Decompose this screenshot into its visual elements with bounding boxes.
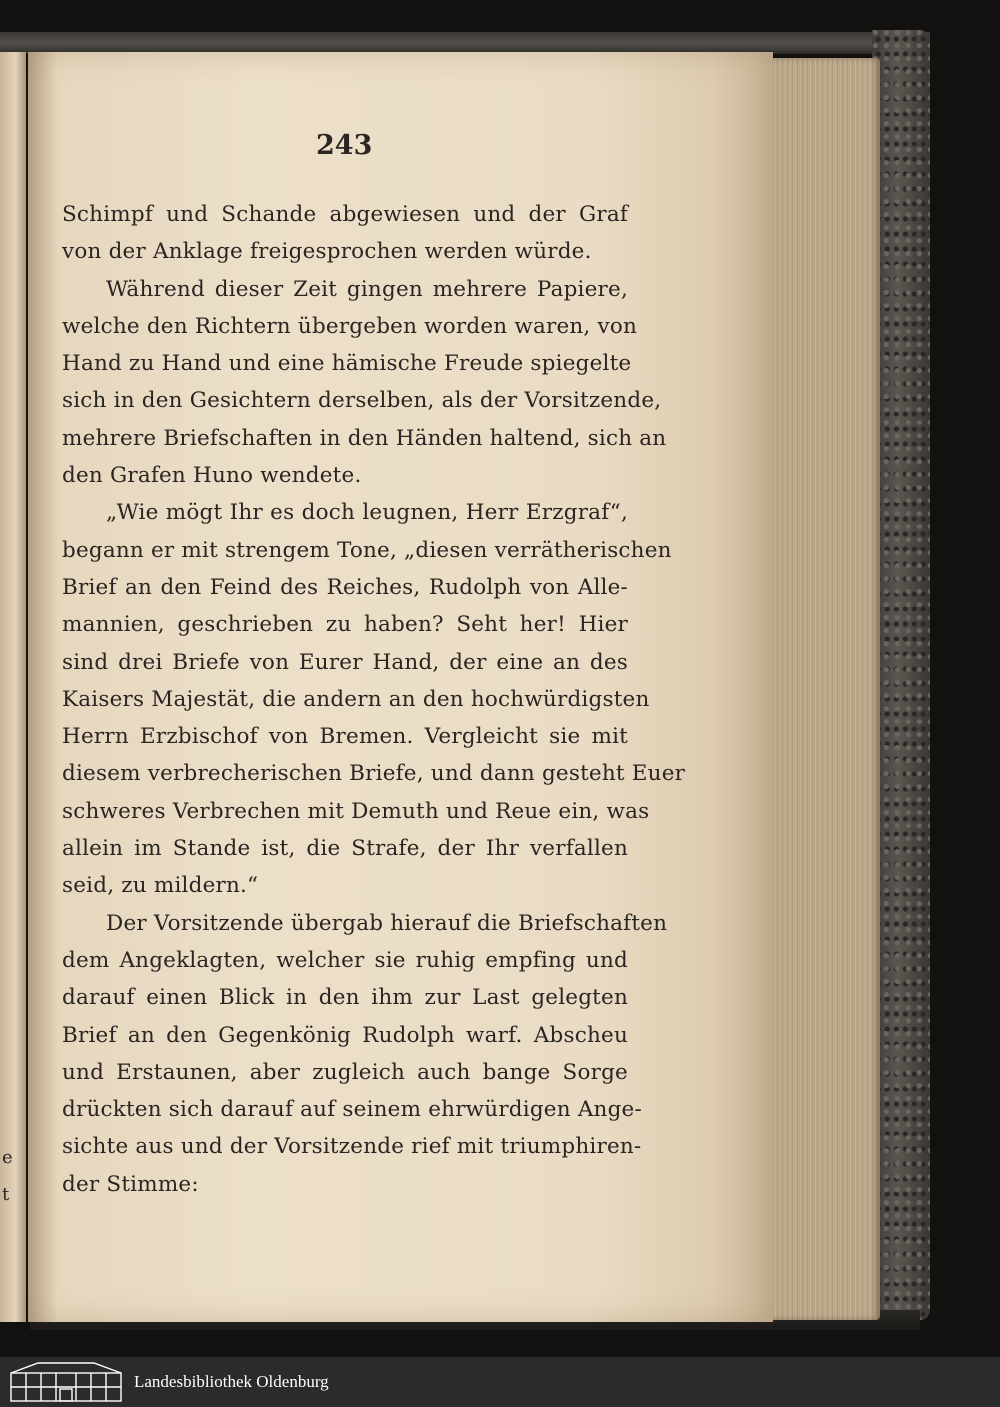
text-line: schweres Verbrechen mit Demuth und Reue ein, was (62, 798, 650, 824)
library-name: Landesbibliothek Oldenburg (134, 1372, 329, 1391)
text-line: Kaisers Majestät, die andern an den hochwürdigsten (62, 686, 650, 712)
book-cover-top (0, 32, 930, 54)
text-line: Herrn Erzbischof von Bremen. Vergleicht sie mit (62, 724, 628, 750)
page-text (62, 196, 686, 1203)
text-line: diesem verbrecherischen Briefe, und dann gesteht Euer (62, 761, 686, 787)
text-line: drückten sich darauf auf seinem ehrwürdigen Ange- (62, 1097, 642, 1123)
text-line: Während dieser Zeit gingen mehrere Papiere, (106, 276, 628, 302)
text-line: Der Vorsitzende übergab hierauf die Briefschaften (106, 910, 668, 936)
text-line: welche den Richtern übergeben worden waren, von (62, 313, 638, 339)
text-line: sichte aus und der Vorsitzende rief mit triumphiren- (62, 1134, 642, 1160)
text-line: Schimpf und Schande abgewiesen und der Graf (62, 202, 628, 227)
text-line: Brief an den Gegenkönig Rudolph warf. Abscheu (62, 1022, 628, 1048)
text-line: „Wie mögt Ihr es doch leugnen, Herr Erzgraf“, (106, 500, 628, 526)
left-page-edge-char: e (2, 1147, 13, 1168)
text-line: mannien, geschrieben zu haben? Seht her! Hier (62, 612, 628, 638)
book-cover-right (872, 30, 930, 1320)
text-line: sind drei Briefe von Eurer Hand, der eine an des (62, 649, 628, 675)
page-number: 243 (316, 130, 373, 161)
text-line: dem Angeklagten, welcher sie ruhig empfing und (62, 947, 628, 973)
text-line: und Erstaunen, aber zugleich auch bange Sorge (62, 1059, 628, 1085)
left-page-sliver (0, 52, 26, 1322)
text-line: sich in den Gesichtern derselben, als der Vorsitzende, (62, 388, 662, 414)
text-line: begann er mit strengem Tone, „diesen verrätherischen (62, 537, 672, 563)
text-line: der Stimme: (62, 1171, 199, 1197)
page-fore-edge (764, 58, 880, 1320)
text-line: mehrere Briefschaften in den Händen haltend, sich an (62, 425, 667, 451)
left-page-edge-char: t (2, 1184, 10, 1205)
text-line: von der Anklage freigesprochen werden würde. (62, 239, 592, 265)
text-line: Brief an den Feind des Reiches, Rudolph von Alle- (62, 574, 628, 600)
text-line: seid, zu mildern.“ (62, 873, 259, 899)
text-line: den Grafen Huno wendete. (62, 463, 362, 489)
library-footer (0, 1357, 1000, 1407)
text-line: allein im Stande ist, die Strafe, der Ihr verfallen (62, 836, 628, 862)
text-line: Hand zu Hand und eine hämische Freude spiegelte (62, 351, 632, 377)
library-building-icon (8, 1361, 124, 1403)
text-line: darauf einen Blick in den ihm zur Last gelegten (62, 985, 628, 1011)
